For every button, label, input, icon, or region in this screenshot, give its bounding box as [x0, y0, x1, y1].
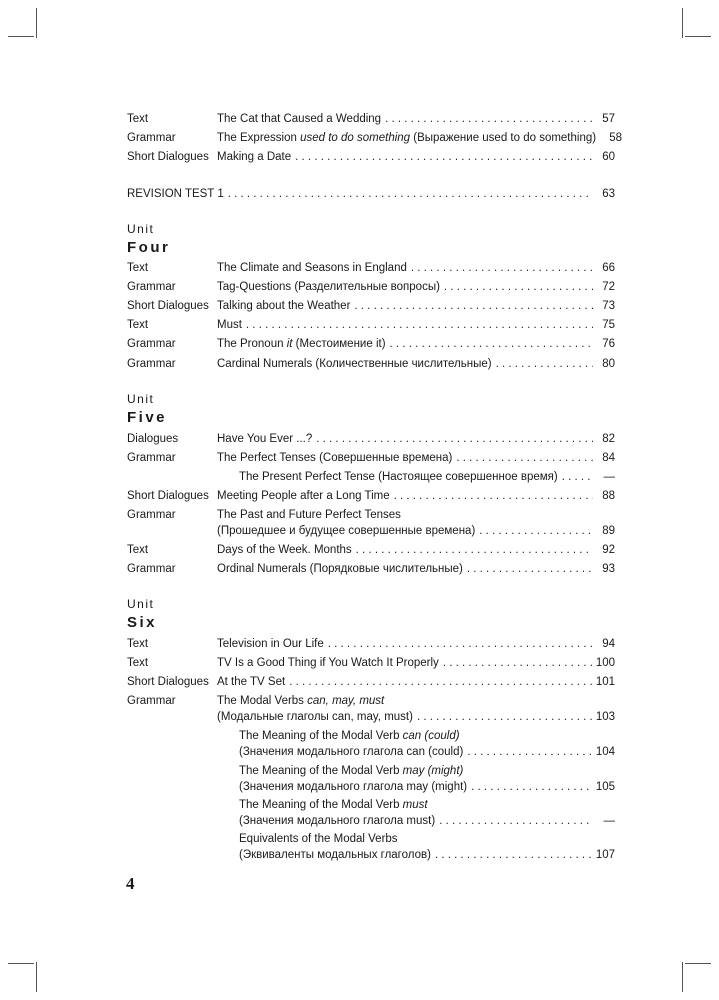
toc-entry: [217, 488, 615, 504]
toc-row: [127, 507, 615, 523]
toc-row: [127, 561, 615, 577]
leader-dots: [562, 469, 593, 485]
page-number: 4: [126, 874, 135, 893]
toc-category: Text: [127, 638, 149, 650]
toc-page: 92: [602, 544, 615, 556]
toc-row: [127, 744, 615, 760]
toc-page: 88: [602, 490, 615, 502]
toc-page: 94: [602, 638, 615, 650]
toc-title: (Эквиваленты модальных глаголов): [239, 849, 431, 861]
toc-page: —: [603, 471, 615, 483]
toc-category: Grammar: [127, 695, 176, 707]
toc-category: Text: [127, 113, 149, 125]
toc-entry: [217, 317, 615, 333]
toc-row: [127, 763, 615, 779]
leader-dots: [356, 542, 593, 558]
toc-page: 60: [602, 151, 615, 163]
toc-title: The Cat that Caused a Wedding: [217, 113, 382, 125]
toc-title-line: The Meaning of the Modal Verb may (might): [239, 765, 464, 777]
toc-entry: [217, 542, 615, 558]
toc-row: [127, 488, 615, 504]
toc-page: 82: [602, 433, 615, 445]
toc-entry: [239, 469, 615, 485]
leader-dots: [417, 709, 592, 725]
unit-label: Unit: [127, 392, 155, 406]
toc-page: 76: [602, 338, 615, 350]
leader-dots: [496, 356, 593, 372]
toc-row: [127, 542, 615, 558]
toc-title: TV Is a Good Thing if You Watch It Properly: [217, 657, 439, 669]
unit-name: Six: [127, 614, 158, 631]
toc-title: Television in Our Life: [217, 638, 324, 650]
toc-category: Short Dialogues: [127, 300, 209, 312]
toc-row: [127, 450, 615, 466]
crop-mark: [36, 8, 37, 38]
toc-page: 80: [602, 358, 615, 370]
toc-entry: [217, 336, 615, 352]
toc-row: [127, 469, 615, 485]
toc-title: (Прошедшее и будущее совершенные времена): [217, 525, 476, 537]
unit-label: Unit: [127, 597, 155, 611]
leader-dots: [289, 674, 592, 690]
toc-page: 72: [602, 281, 615, 293]
toc-row: [127, 813, 615, 829]
leader-dots: [246, 317, 593, 333]
toc-title-line: Equivalents of the Modal Verbs: [239, 833, 398, 845]
toc-entry: [217, 450, 615, 466]
toc-title: Tag-Questions (Разделительные вопросы): [217, 281, 440, 293]
leader-dots: [435, 847, 592, 863]
toc-title: At the TV Set: [217, 676, 286, 688]
toc-title: Cardinal Numerals (Количественные числительные): [217, 358, 492, 370]
toc-row: [127, 431, 615, 447]
toc-category: Grammar: [127, 132, 176, 144]
toc-row: [127, 693, 615, 709]
toc-row: [127, 298, 615, 314]
leader-dots: [295, 149, 593, 165]
toc-entry: [239, 847, 615, 863]
toc-row: [127, 674, 615, 690]
crop-mark: [685, 963, 711, 964]
leader-dots: [444, 279, 593, 295]
toc-entry: [217, 260, 615, 276]
toc-row: [127, 636, 615, 652]
crop-mark: [685, 36, 711, 37]
toc-row: [127, 655, 615, 671]
toc-entry: [217, 636, 615, 652]
leader-dots: [316, 431, 593, 447]
toc-page: 75: [602, 319, 615, 331]
toc-page: 103: [595, 711, 615, 723]
toc-row: [127, 728, 615, 744]
toc-row: [127, 523, 615, 539]
toc-title-line: The Meaning of the Modal Verb must: [239, 799, 428, 811]
toc-category: Text: [127, 262, 149, 274]
toc-entry: [239, 744, 615, 760]
toc-page: 57: [602, 113, 615, 125]
toc-title-line: The Meaning of the Modal Verb can (could): [239, 730, 460, 742]
toc-row: [127, 356, 615, 372]
crop-mark: [36, 962, 37, 992]
toc-title-line: The Modal Verbs can, may, must: [217, 695, 385, 707]
toc-row: [127, 779, 615, 795]
toc-entry: [217, 709, 615, 725]
toc-category: Dialogues: [127, 433, 179, 445]
toc-title: Talking about the Weather: [217, 300, 351, 312]
toc-row-revision: [127, 186, 615, 202]
unit-label: Unit: [127, 222, 155, 236]
leader-dots: [411, 260, 593, 276]
leader-dots: [390, 336, 593, 352]
toc-category: Text: [127, 657, 149, 669]
toc-category: Text: [127, 544, 149, 556]
toc-category: Short Dialogues: [127, 490, 209, 502]
toc-entry: [217, 111, 615, 127]
toc-page: 107: [595, 849, 615, 861]
leader-dots: [354, 298, 593, 314]
toc-title: (Модальные глаголы can, may, must): [217, 711, 413, 723]
toc-title: (Значения модального глагола may (might): [239, 781, 468, 793]
toc-entry: [239, 779, 615, 795]
leader-dots: [439, 813, 593, 829]
toc-page: 105: [595, 781, 615, 793]
leader-dots: [479, 523, 593, 539]
toc-page: 58: [609, 132, 623, 144]
toc-row: [127, 111, 615, 127]
leader-dots: [328, 636, 593, 652]
toc-category: Grammar: [127, 452, 176, 464]
toc-entry: [217, 149, 615, 165]
toc-title: Making a Date: [217, 151, 292, 163]
toc-category: Grammar: [127, 509, 176, 521]
toc-title: The Pronoun it (Местоимение it): [217, 338, 386, 350]
toc-page: 84: [602, 452, 615, 464]
toc-category: Grammar: [127, 338, 176, 350]
toc-entry: [217, 356, 615, 372]
crop-mark: [8, 36, 34, 37]
toc-entry: [217, 279, 615, 295]
toc-category: Short Dialogues: [127, 676, 209, 688]
toc-entry: [217, 431, 615, 447]
toc-row: [127, 847, 615, 863]
unit-name: Five: [127, 409, 168, 426]
toc-title: Ordinal Numerals (Порядковые числительные): [217, 563, 463, 575]
toc-row: [127, 279, 615, 295]
toc-row: [127, 709, 615, 725]
toc-title: (Значения модального глагола can (could): [239, 746, 464, 758]
toc-entry: [217, 523, 615, 539]
toc-title: The Present Perfect Tense (Настоящее совершенное время): [239, 471, 558, 483]
toc-entry: [239, 813, 615, 829]
leader-dots: [228, 186, 593, 202]
toc-entry: [217, 674, 615, 690]
toc-title: The Climate and Seasons in England: [217, 262, 407, 274]
toc-category: Grammar: [127, 358, 176, 370]
toc-title: REVISION TEST 1: [127, 188, 224, 200]
toc-row: [127, 149, 615, 165]
leader-dots: [471, 779, 592, 795]
toc-title-line: The Past and Future Perfect Tenses: [217, 509, 401, 521]
crop-mark: [682, 8, 683, 38]
toc-page: 101: [595, 676, 615, 688]
toc-entry: [217, 561, 615, 577]
toc-entry: [217, 130, 623, 146]
toc-entry: [217, 298, 615, 314]
toc-title: Meeting People after a Long Time: [217, 490, 390, 502]
toc-title: Have You Ever ...?: [217, 433, 313, 445]
toc-page: 100: [595, 657, 615, 669]
crop-mark: [8, 963, 34, 964]
toc-row: [127, 831, 615, 847]
toc-title: The Expression used to do something (Выражение used to do something): [217, 132, 597, 144]
toc-row: [127, 260, 615, 276]
toc-category: Text: [127, 319, 149, 331]
toc-row: [127, 797, 615, 813]
toc-page: 63: [602, 188, 615, 200]
toc-entry: [217, 655, 615, 671]
toc-row: [127, 130, 623, 146]
unit-name: Four: [127, 239, 171, 256]
toc-row: [127, 317, 615, 333]
toc-page: 73: [602, 300, 615, 312]
toc-page: 66: [602, 262, 615, 274]
toc-category: Grammar: [127, 563, 176, 575]
toc-title: (Значения модального глагола must): [239, 815, 436, 827]
leader-dots: [385, 111, 593, 127]
toc-page: 93: [602, 563, 615, 575]
leader-dots: [467, 561, 593, 577]
toc-category: Short Dialogues: [127, 151, 209, 163]
crop-mark: [682, 962, 683, 992]
leader-dots: [467, 744, 592, 760]
toc-category: Grammar: [127, 281, 176, 293]
toc-title: Days of the Week. Months: [217, 544, 352, 556]
toc-page: 89: [602, 525, 615, 537]
leader-dots: [394, 488, 593, 504]
leader-dots: [456, 450, 593, 466]
toc-title: Must: [217, 319, 242, 331]
toc-page: —: [603, 815, 615, 827]
leader-dots: [443, 655, 592, 671]
toc-page: 104: [595, 746, 615, 758]
toc-entry: [127, 186, 615, 202]
toc-row: [127, 336, 615, 352]
toc-title: The Perfect Tenses (Совершенные времена): [217, 452, 453, 464]
